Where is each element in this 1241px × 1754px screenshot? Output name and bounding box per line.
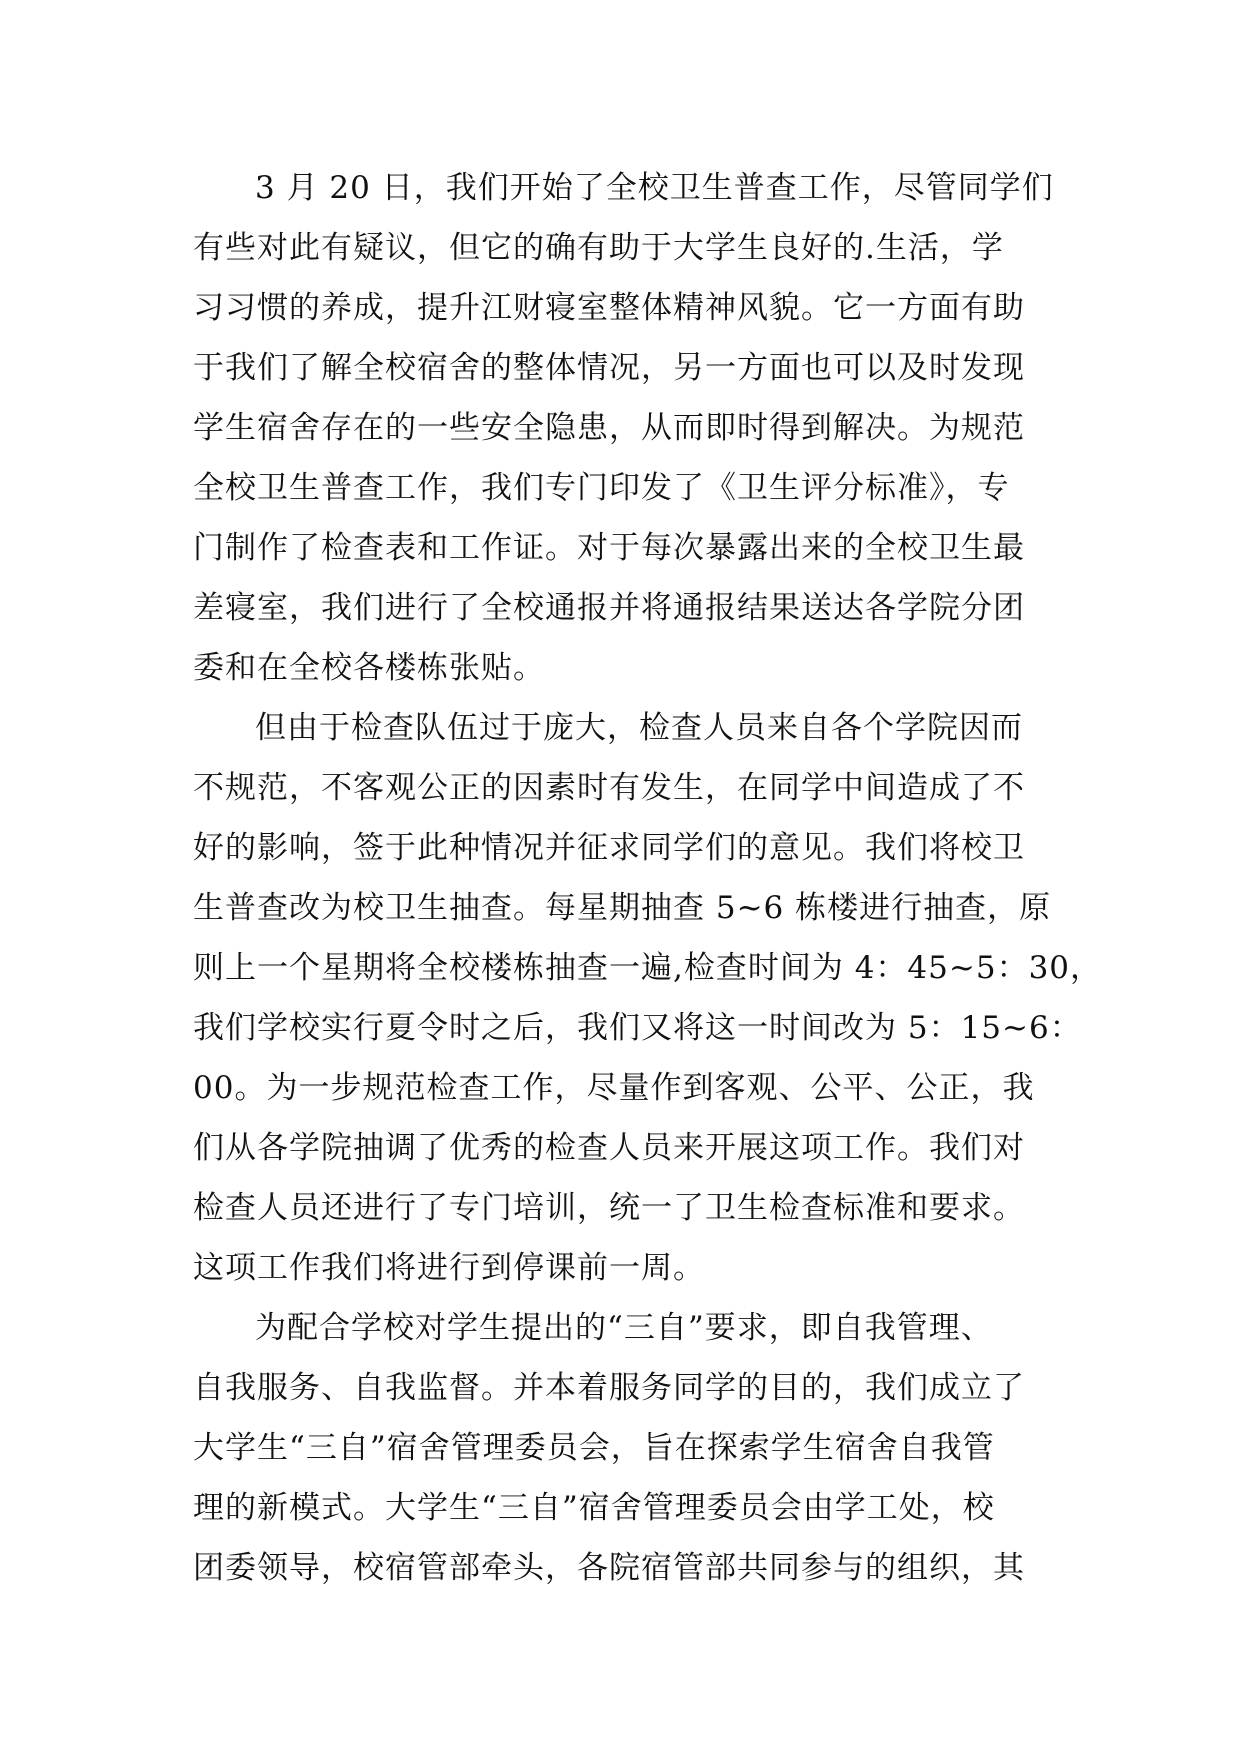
paragraph-1 <box>193 158 1053 698</box>
paragraph-line: 检查人员还进行了专门培训，统一了卫生检查标准和要求。 <box>193 1190 1025 1226</box>
paragraph-2 <box>193 698 1103 1298</box>
paragraph-line: 为配合学校对学生提出的“三自”要求，即自我管理、 <box>255 1310 993 1346</box>
paragraph-line: 全校卫生普查工作，我们专门印发了《卫生评分标准》，专 <box>193 470 1010 506</box>
paragraph-line: 不规范，不客观公正的因素时有发生，在同学中间造成了不 <box>193 770 1025 806</box>
paragraph-line: 门制作了检查表和工作证。对于每次暴露出来的全校卫生最 <box>193 530 1025 566</box>
paragraph-line: 自我服务、自我监督。并本着服务同学的目的，我们成立了 <box>193 1370 1025 1406</box>
paragraph-line: 团委领导，校宿管部牵头，各院宿管部共同参与的组织，其 <box>193 1550 1025 1586</box>
paragraph-line: 于我们了解全校宿舍的整体情况，另一方面也可以及时发现 <box>193 350 1025 386</box>
paragraph-line: 委和在全校各楼栋张贴。 <box>193 650 545 686</box>
paragraph-line: 学生宿舍存在的一些安全隐患，从而即时得到解决。为规范 <box>193 410 1025 446</box>
paragraph-line: 差寝室，我们进行了全校通报并将通报结果送达各学院分团 <box>193 590 1025 626</box>
paragraph-line: 3 月 20 日，我们开始了全校卫生普查工作，尽管同学们 <box>255 170 1054 206</box>
paragraph-3 <box>193 1298 1053 1598</box>
paragraph-line: 大学生“三自”宿舍管理委员会，旨在探索学生宿舍自我管 <box>193 1430 995 1466</box>
paragraph-line: 00。为一步规范检查工作，尽量作到客观、公平、公正，我 <box>193 1070 1035 1106</box>
paragraph-line: 这项工作我们将进行到停课前一周。 <box>193 1250 705 1286</box>
paragraph-line: 有些对此有疑议，但它的确有助于大学生良好的.生活，学 <box>193 230 1004 266</box>
paragraph-line: 习习惯的养成，提升江财寝室整体精神风貌。它一方面有助 <box>193 290 1025 326</box>
paragraph-line: 则上一个星期将全校楼栋抽查一遍,检查时间为 4：45~5：30， <box>193 950 1103 986</box>
paragraph-line: 们从各学院抽调了优秀的检查人员来开展这项工作。我们对 <box>193 1130 1025 1166</box>
paragraph-line: 理的新模式。大学生“三自”宿舍管理委员会由学工处，校 <box>193 1490 995 1526</box>
document-body <box>193 158 1103 1598</box>
paragraph-line: 但由于检查队伍过于庞大，检查人员来自各个学院因而 <box>255 710 1023 746</box>
paragraph-line: 生普查改为校卫生抽查。每星期抽查 5~6 栋楼进行抽查，原 <box>193 890 1052 926</box>
paragraph-line: 好的影响，签于此种情况并征求同学们的意见。我们将校卫 <box>193 830 1025 866</box>
paragraph-line: 我们学校实行夏令时之后，我们又将这一时间改为 5：15~6： <box>193 1010 1082 1046</box>
